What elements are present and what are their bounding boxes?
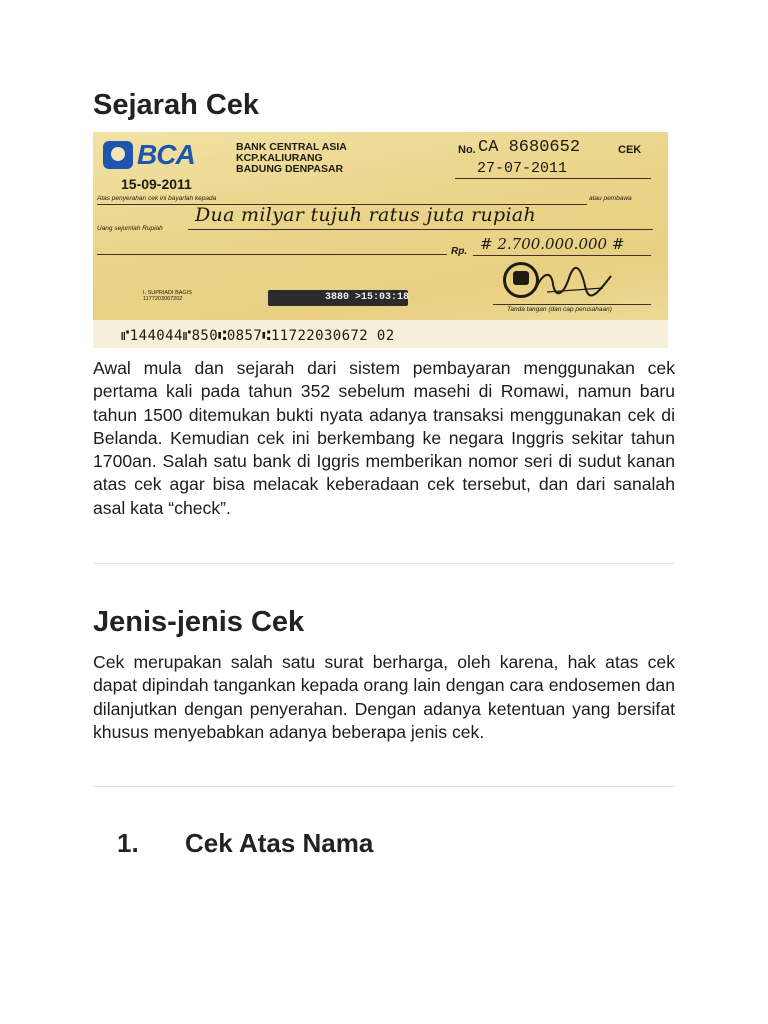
date-line: [455, 178, 651, 179]
cheque-bank-city: BADUNG DENPASAR: [236, 163, 344, 175]
amount-line: [473, 255, 651, 256]
signature-caption: Tanda tangan (dan cap perusahaan): [507, 306, 612, 313]
signature-icon: [533, 266, 613, 298]
cheque-number-label: No.: [458, 144, 476, 156]
rp-label: Rp.: [451, 246, 468, 257]
bca-emblem-icon: [103, 141, 133, 169]
account-holder-number: 1177203067202: [143, 296, 183, 302]
section-paragraph-jenis: Cek merupakan salah satu surat berharga, oleh karena, hak atas cek dapat dipindah tangankan kepada orang lain dengan cara endosemen dan dilanjutkan dengan penyerahan. Dengan adanya ketentuan yang bersifat khusus menyebabkan adanya beberapa jenis cek.: [93, 652, 675, 742]
account-holder-name: I. SUPRIADI BAGIS: [143, 290, 192, 296]
teller-stamp-text: 3880 >15:03:18: [325, 292, 410, 303]
account-holder-info: [143, 290, 192, 302]
list-number: 1.: [117, 828, 139, 858]
section-title-jenis-cek: Jenis-jenis Cek: [93, 606, 305, 638]
cheque-number: CA 8680652: [478, 138, 581, 157]
amount-words-line-2: [97, 254, 447, 255]
section-paragraph-sejarah: Awal mula dan sejarah dari sistem pembayaran menggunakan cek pertama kali pada tahun 352 sebelum masehi di Romawi, namun baru tahun 1500 ditemukan bukti nyata adanya transaksi menggunakan cek di Belanda. Kemudian cek ini berkembang ke negara Inggris sekitar tahun 1700an. Salah satu bank di Iggris memberikan nomor seri di sudut kanan atas cek agar bisa melacak keberadaan cek tersebut, dan dari sanalah asal kata “check”.: [93, 358, 675, 518]
cheque-image: [93, 132, 668, 348]
section-divider: [93, 563, 675, 564]
cheque-issue-date: 15-09-2011: [121, 176, 192, 192]
list-heading-text: Cek Atas Nama: [185, 828, 374, 858]
bearer-label: atau pembawa: [589, 195, 632, 202]
amount-words-line: [188, 229, 653, 230]
cheque-type-label: CEK: [618, 144, 642, 156]
company-seal-center: [513, 271, 529, 285]
signature-line: [493, 304, 651, 305]
amount-in-words: Dua milyar tujuh ratus juta rupiah: [195, 204, 536, 226]
cheque-bank-branch: KCP.KALIURANG: [236, 152, 323, 164]
pay-to-label: Atas penyerahan cek ini bayarlah kepada: [97, 195, 217, 202]
amount-figure: # 2.700.000.000 #: [480, 235, 625, 253]
section-divider: [93, 786, 675, 787]
cheque-bank-name: BANK CENTRAL ASIA: [236, 141, 347, 153]
bca-logo-text: BCA: [137, 139, 195, 170]
amount-words-label: Uang sejumlah Rupiah: [97, 225, 163, 232]
cheque-date: 27-07-2011: [477, 160, 568, 177]
cheque-micr-code: ⑈144044⑈850⑆0857⑆11722030672 02: [121, 328, 395, 344]
cheque-bank-info: [236, 142, 347, 175]
section-title-sejarah-cek: Sejarah Cek: [93, 89, 260, 121]
list-heading-cek-atas-nama: [117, 828, 373, 859]
bca-logo: [103, 140, 207, 170]
